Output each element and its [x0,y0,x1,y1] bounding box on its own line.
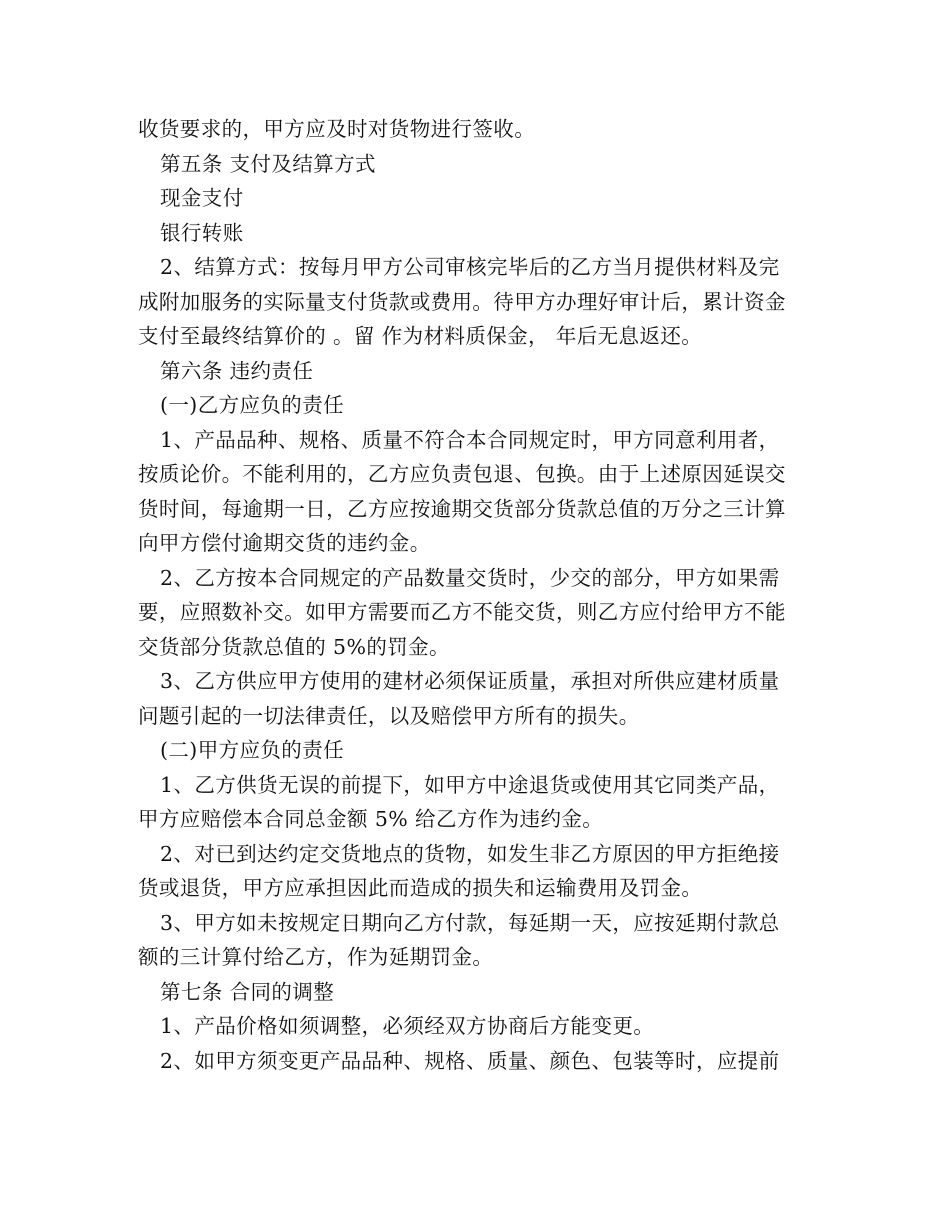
document-line: 要，应照数补交。如甲方需要而乙方不能交货，则乙方应付给甲方不能 [138,600,786,624]
document-line: 第五条 支付及结算方式 [160,151,376,176]
document-paragraph [138,216,814,251]
document-paragraph [138,1009,814,1044]
document-paragraph [138,354,814,389]
document-line: 1、乙方供货无误的前提下，如甲方中途退货或使用其它同类产品， [160,772,780,797]
document-page [138,112,814,1078]
document-line: 甲方应赔偿本合同总金额 5% 给乙方作为违约金。 [138,807,604,831]
document-line: (二)甲方应负的责任 [160,738,344,762]
document-paragraph [138,733,814,768]
document-paragraph [138,147,814,182]
document-paragraph [138,1044,814,1079]
document-paragraph [138,906,814,975]
document-paragraph [138,250,814,354]
document-paragraph [138,388,814,423]
document-line: 2、对已到达约定交货地点的货物，如发生非乙方原因的甲方拒绝接 [160,841,780,866]
document-line: 银行转账 [160,220,244,245]
document-paragraph [138,768,814,837]
document-line: 现金支付 [160,186,244,210]
document-line: 第七条 合同的调整 [160,979,335,1004]
document-line: 3、甲方如未按规定日期向乙方付款，每延期一天，应按延期付款总 [160,910,780,935]
document-line: 货或退货，甲方应承担因此而造成的损失和运输费用及罚金。 [138,876,703,900]
document-paragraph [138,975,814,1010]
document-line: 支付至最终结算价的 。留 作为材料质保金， 年后无息返还。 [138,324,703,348]
document-line: 货时间，每逾期一日，乙方应按逾期交货部分货款总值的万分之三计算 [138,496,786,521]
document-paragraph [138,112,814,147]
document-line: 2、如甲方须变更产品品种、规格、质量、颜色、包装等时，应提前 [160,1048,780,1073]
document-line: 交货部分货款总值的 5%的罚金。 [138,634,450,659]
document-paragraph [138,181,814,216]
document-line: 2、结算方式：按每月甲方公司审核完毕后的乙方当月提供材料及完 [160,255,780,279]
document-paragraph [138,561,814,665]
document-line: 1、产品价格如须调整，必须经双方协商后方能变更。 [160,1014,655,1038]
document-line: 收货要求的，甲方应及时对货物进行签收。 [138,117,536,141]
document-line: 成附加服务的实际量支付货款或费用。待甲方办理好审计后，累计资金 [138,289,786,314]
document-paragraph [138,664,814,733]
document-line: (一)乙方应负的责任 [160,393,344,417]
document-line: 3、乙方供应甲方使用的建材必须保证质量，承担对所供应建材质量 [160,669,780,693]
document-line: 1、产品品种、规格、质量不符合本合同规定时，甲方同意利用者， [160,427,780,452]
document-line: 第六条 违约责任 [160,358,314,383]
document-line: 2、乙方按本合同规定的产品数量交货时，少交的部分，甲方如果需 [160,565,780,590]
document-line: 按质论价。不能利用的，乙方应负责包退、包换。由于上述原因延误交 [138,462,786,486]
document-line: 向甲方偿付逾期交货的违约金。 [138,531,431,555]
document-paragraph [138,423,814,561]
document-paragraph [138,837,814,906]
document-line: 问题引起的一切法律责任，以及赔偿甲方所有的损失。 [138,703,640,728]
document-line: 额的三计算付给乙方，作为延期罚金。 [138,945,494,969]
